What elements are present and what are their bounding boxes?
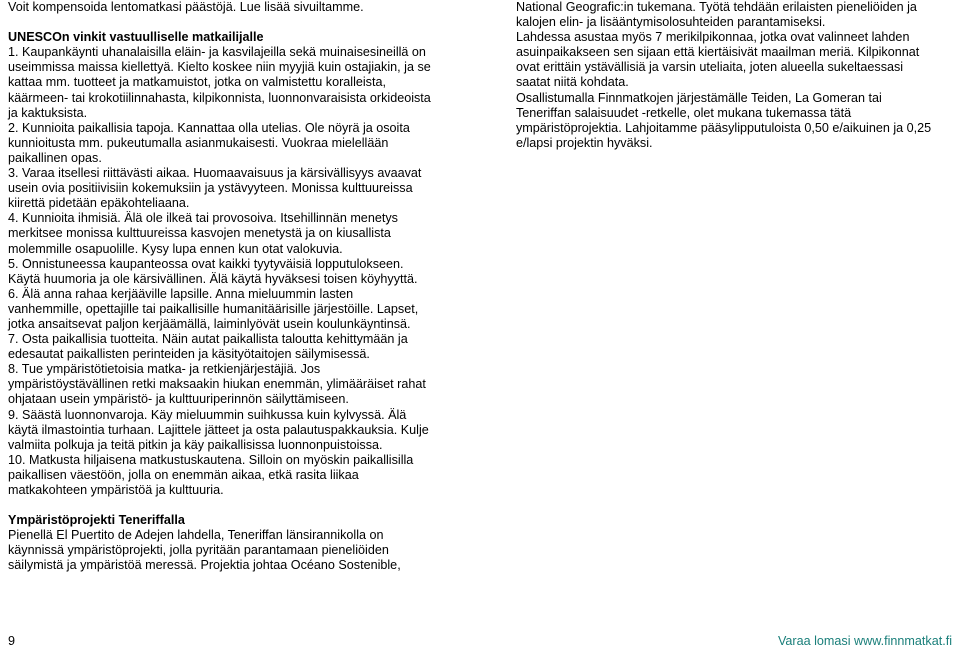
tip-line: 9. Säästä luonnonvaroja. Käy mieluummin suihkussa kuin kylvyssä. Älä	[8, 407, 407, 422]
tip-line: kiirettä pidetään epäkohteliaana.	[8, 196, 190, 211]
project-line: Lahdessa asustaa myös 7 merikilpikonnaa, jotka ovat valinneet lahden	[516, 30, 910, 45]
tip-line: 3. Varaa itsellesi riittävästi aikaa. Huomaavaisuus ja kärsivällisyys avaavat	[8, 166, 422, 181]
left-column	[8, 0, 452, 574]
tip-line: 10. Matkusta hiljaisena matkustuskautena. Silloin on myöskin paikallisilla	[8, 452, 414, 467]
tip-line: Käytä huumoria ja ole kärsivällinen. Älä käytä hyväksesi toisen köyhyyttä.	[8, 271, 418, 286]
unesco-tips	[8, 45, 452, 498]
tip-line: matkakohteen ympäristöä ja kulttuuria.	[8, 483, 224, 497]
tip-line: käytä ilmastointia turhaan. Lajittele jätteet ja osta palautuspakkauksia. Kulje	[8, 422, 429, 437]
project-line: Osallistumalla Finnmatkojen järjestämälle Teiden, La Gomeran tai	[516, 90, 882, 105]
tip-line: molemmille osapuolille. Kysy lupa ennen kun otat valokuvia.	[8, 241, 343, 256]
project-line: käynnissä ympäristöprojekti, jolla pyritään parantamaan pieneliöiden	[8, 543, 389, 558]
tip-line: kattaa mm. tuotteet ja matkamuistot, jotka on valmistettu koralleista,	[8, 75, 386, 90]
tip-line: edesautat paikallisten perinteiden ja käsityötaitojen säilymisessä.	[8, 347, 370, 362]
tip-line: kunnioitusta mm. pukeutumalla asianmukaisesti. Vuokraa mielellään	[8, 135, 389, 150]
project-line: säilymistä ja ympäristöä meressä. Projektia johtaa Océano Sostenible,	[8, 558, 401, 573]
footer-site-link[interactable]: Varaa lomasi www.finnmatkat.fi	[777, 634, 952, 648]
tip-line: käärmeen- tai krokotiilinnahasta, kilpikonnista, luonnonvaraisista orkideoista	[8, 90, 431, 105]
tip-line: ympäristöystävällinen retki maksaakin hiukan enemmän, ylimääräiset rahat	[8, 377, 426, 392]
tip-line: 8. Tue ympäristötietoisia matka- ja retkienjärjestäjiä. Jos	[8, 362, 321, 377]
project-line: e/lapsi projektin hyväksi.	[516, 135, 653, 150]
tip-line: paikallisen väestöön, jolla on enemmän aikaa, etkä rasita liikaa	[8, 467, 359, 482]
spacer	[8, 15, 452, 30]
project-line: kalojen elin- ja lisääntymisolosuhteiden parantamiseksi.	[516, 15, 826, 30]
intro-line: Voit kompensoida lentomatkasi päästöjä. Lue lisää sivuiltamme.	[8, 0, 364, 14]
project-line: Pienellä El Puertito de Adejen lahdella, Teneriffan länsirannikolla on	[8, 528, 384, 543]
project-line: ovat erittäin ystävällisiä ja varsin uteliaita, joten alueella sukeltaessasi	[516, 60, 904, 75]
tip-line: useimmissa maissa kiellettyä. Kielto koskee niin myyjiä kuin ostajiakin, ja se	[8, 60, 431, 75]
tip-line: 4. Kunnioita ihmisiä. Älä ole ilkeä tai provosoiva. Itsehillinnän menetys	[8, 211, 398, 226]
project-heading: Ympäristöprojekti Teneriffalla	[8, 513, 185, 528]
tip-line: 5. Onnistuneessa kaupanteossa ovat kaikki tyytyväisiä lopputulokseen.	[8, 256, 404, 271]
project-text-continued	[516, 0, 956, 151]
page-number: 9	[8, 634, 16, 648]
tip-line: 7. Osta paikallisia tuotteita. Näin autat paikallista taloutta kehittymään ja	[8, 332, 408, 347]
right-column	[516, 0, 956, 151]
project-line: ympäristöprojektia. Lahjoitamme pääsylipputuloista 0,50 e/aikuinen ja 0,25	[516, 120, 932, 135]
unesco-heading: UNESCOn vinkit vastuulliselle matkailijalle	[8, 30, 264, 45]
project-line: Teneriffan salaisuudet -retkelle, olet mukana tukemassa tätä	[516, 105, 852, 120]
tip-line: 1. Kaupankäynti uhanalaisilla eläin- ja kasvilajeilla sekä muinaisesineillä on	[8, 45, 426, 60]
tip-line: merkitsee monissa kulttuureissa kasvojen menetystä ja on kiusallista	[8, 226, 391, 241]
tip-line: 6. Älä anna rahaa kerjääville lapsille. Anna mieluummin lasten	[8, 286, 354, 301]
spacer	[8, 498, 452, 513]
project-line: asuinpaikakseen sen sijaan että kiertäisivät maailman meriä. Kilpikonnat	[516, 45, 920, 60]
project-line: saatat niitä kohdata.	[516, 75, 629, 90]
tip-line: 2. Kunnioita paikallisia tapoja. Kannattaa olla utelias. Ole nöyrä ja osoita	[8, 120, 410, 135]
tip-line: ja kaktuksista.	[8, 105, 88, 120]
tip-line: vanhemmille, opettajille tai paikallisille humanitäärisille järjestöille. Lapset,	[8, 301, 419, 316]
project-text	[8, 528, 452, 573]
tip-line: paikallinen opas.	[8, 150, 102, 165]
tip-line: valmiita polkuja ja teitä pitkin ja käy paikallisissa luonnonpuistoissa.	[8, 437, 383, 452]
tip-line: jotka ansaitsevat paljon kerjäämällä, laiminlyövät usein koulunkäyntinsä.	[8, 316, 411, 331]
tip-line: ohjataan usein ympäristö- ja kulttuuriperinnön säilyttämiseen.	[8, 392, 349, 407]
tip-line: usein ovia positiivisiin kokemuksiin ja ystävyyteen. Monissa kulttuureissa	[8, 181, 413, 196]
project-line: National Geografic:in tukemana. Työtä tehdään erilaisten pieneliöiden ja	[516, 0, 917, 14]
